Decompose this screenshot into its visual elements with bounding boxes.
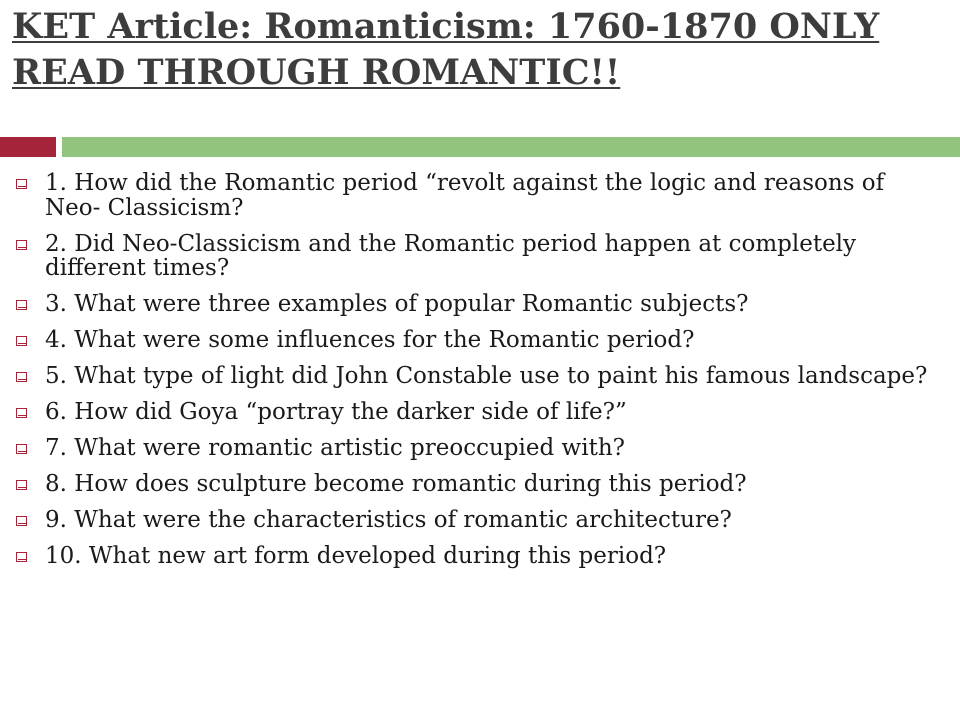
question-text: 7. What were romantic artistic preoccupied with? [45, 435, 625, 461]
hollow-square-bullet-icon [16, 444, 27, 454]
hollow-square-bullet-icon [16, 552, 27, 562]
question-item [16, 292, 946, 317]
question-text: 1. How did the Romantic period “revolt against the logic and reasons of Neo- Classicism? [45, 170, 885, 221]
hollow-square-bullet-icon [16, 516, 27, 526]
question-text: 5. What type of light did John Constable use to paint his famous landscape? [45, 363, 928, 389]
hollow-square-bullet-icon [16, 300, 27, 310]
question-item [16, 472, 946, 497]
hollow-square-bullet-icon [16, 372, 27, 382]
question-item [16, 328, 946, 353]
question-item [16, 508, 946, 533]
question-text: 9. What were the characteristics of romantic architecture? [45, 507, 732, 533]
hollow-square-bullet-icon [16, 179, 27, 189]
question-text: 2. Did Neo-Classicism and the Romantic period happen at completely different times? [45, 230, 857, 281]
hollow-square-bullet-icon [16, 240, 27, 250]
question-item [16, 436, 946, 461]
question-item [16, 364, 946, 389]
hollow-square-bullet-icon [16, 408, 27, 418]
slide-title: KET Article: Romanticism: 1760-1870 ONLY READ THROUGH ROMANTIC!! [12, 6, 880, 93]
hollow-square-bullet-icon [16, 336, 27, 346]
question-item [16, 232, 946, 281]
question-text: 8. How does sculpture become romantic during this period? [45, 471, 747, 497]
question-item [16, 171, 946, 220]
question-text: 10. What new art form developed during this period? [45, 543, 667, 569]
question-text: 3. What were three examples of popular Romantic subjects? [45, 291, 749, 317]
accent-bar-red [0, 137, 56, 157]
question-item [16, 544, 946, 569]
question-text: 4. What were some influences for the Romantic period? [45, 327, 695, 353]
hollow-square-bullet-icon [16, 480, 27, 490]
question-item [16, 400, 946, 425]
accent-bar-green [62, 137, 960, 157]
question-list [16, 171, 946, 580]
question-text: 6. How did Goya “portray the darker side of life?” [45, 399, 627, 425]
